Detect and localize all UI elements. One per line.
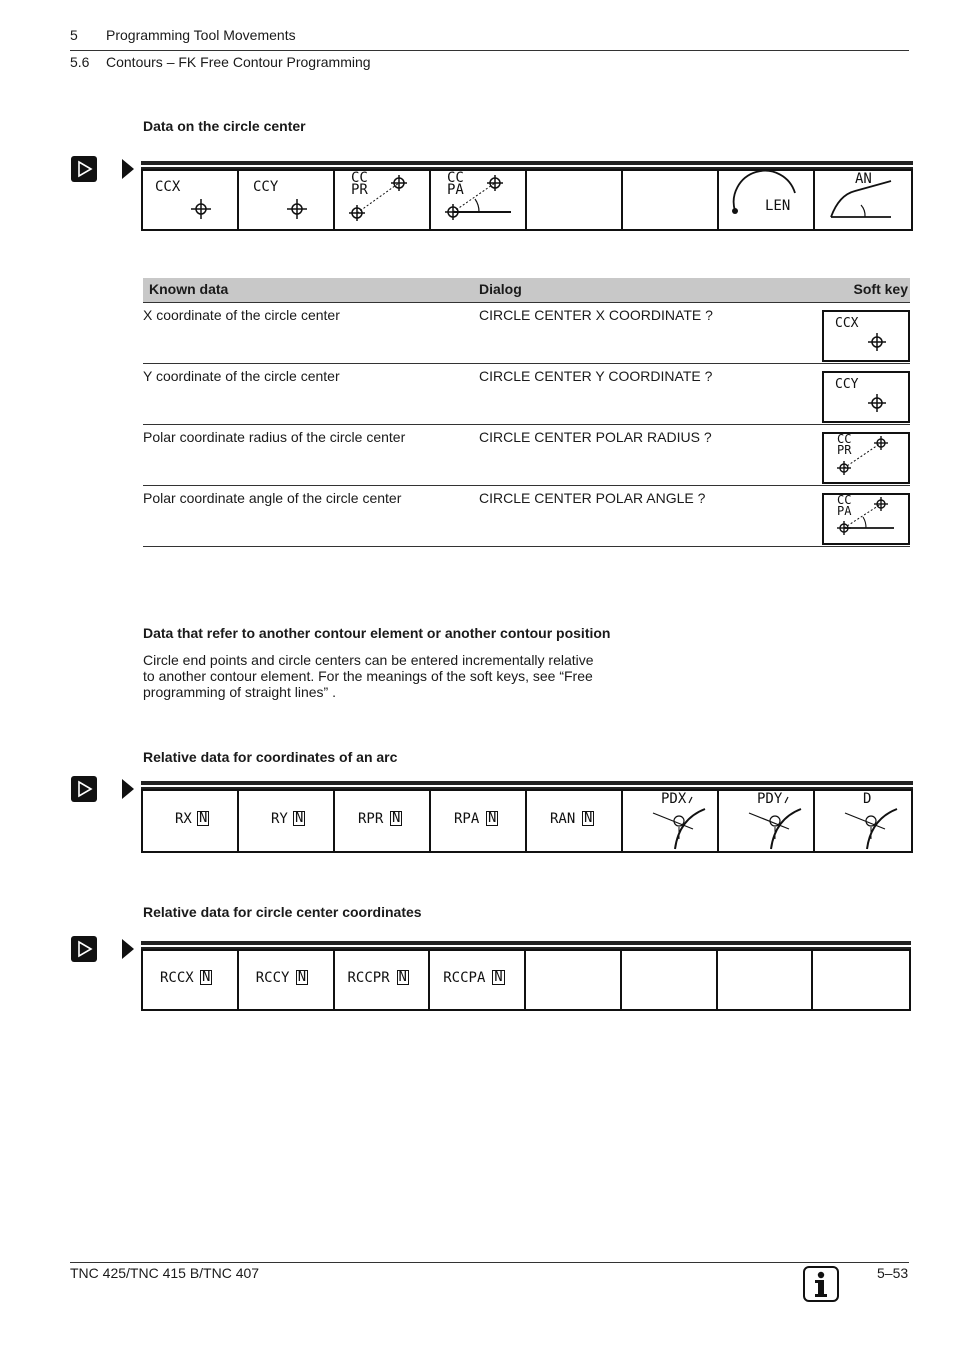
play-icon <box>71 936 97 962</box>
softkey-rpa[interactable]: RPA N <box>431 791 527 851</box>
arrow-right-icon <box>121 778 135 800</box>
chapter-title: Programming Tool Movements <box>106 27 296 43</box>
heading-arc-coordinates: Relative data for coordinates of an arc <box>143 749 398 765</box>
crosshair-icon <box>143 171 239 231</box>
col-known-data: Known data <box>149 281 229 297</box>
softkey-an[interactable]: AN <box>815 171 911 229</box>
heading-circle-center: Data on the circle center <box>143 118 306 134</box>
header-rule <box>70 50 909 51</box>
tangent-arc-icon <box>815 791 911 853</box>
softkey-cc-pr[interactable]: CC PR <box>335 171 431 229</box>
softkey-rccx[interactable]: RCCX N <box>143 951 239 1009</box>
softkey-d[interactable]: D <box>815 791 911 851</box>
softkey-bar-arc <box>141 781 913 853</box>
play-icon <box>71 776 97 802</box>
softkey-rccy[interactable]: RCCY N <box>239 951 335 1009</box>
heading-relative-data: Data that refer to another contour element or another contour position <box>143 625 611 641</box>
softkey-ran[interactable]: RAN N <box>527 791 623 851</box>
softkey-cc-pa[interactable]: CC PA <box>822 493 910 545</box>
section-number: 5.6 <box>70 54 90 70</box>
softkey-cc-pr[interactable]: CC PR <box>822 432 910 484</box>
tangent-arc-icon <box>719 791 815 853</box>
crosshair-icon <box>824 312 910 362</box>
arrow-right-icon <box>121 938 135 960</box>
arrow-right-icon <box>121 158 135 180</box>
section-title: Contours – FK Free Contour Programming <box>106 54 371 70</box>
polar-radius-icon <box>335 171 431 231</box>
crosshair-icon <box>239 171 335 231</box>
col-soft-key: Soft key <box>853 281 908 297</box>
softkey-bar-circle-center <box>141 161 913 233</box>
softkey-empty[interactable] <box>718 951 814 1009</box>
table-row: Y coordinate of the circle center CIRCLE CENTER Y COORDINATE ? CCY <box>143 363 910 425</box>
softkey-len[interactable]: LEN <box>719 171 815 229</box>
info-icon <box>803 1266 839 1302</box>
softkey-empty[interactable] <box>813 951 909 1009</box>
polar-radius-icon <box>824 434 910 484</box>
col-dialog: Dialog <box>479 281 522 297</box>
paragraph-relative: Circle end points and circle centers can be entered incrementally relative to another contour element. For the meanings of the soft keys, see “Free programming of straight lines” . <box>143 652 594 700</box>
page-number: 5–53 <box>877 1265 909 1281</box>
polar-angle-icon <box>431 171 527 231</box>
table-row: X coordinate of the circle center CIRCLE CENTER X COORDINATE ? CCX <box>143 302 910 364</box>
angle-icon <box>815 171 911 231</box>
softkey-ccy[interactable]: CCY <box>822 371 910 423</box>
heading-circle-center-coordinates: Relative data for circle center coordinates <box>143 904 422 920</box>
tangent-arc-icon <box>623 791 719 853</box>
softkey-rccpa[interactable]: RCCPA N <box>430 951 526 1009</box>
footer-models: TNC 425/TNC 415 B/TNC 407 <box>70 1265 260 1281</box>
softkey-ccx[interactable]: CCX <box>822 310 910 362</box>
softkey-empty[interactable] <box>527 171 623 229</box>
softkey-ccy[interactable]: CCY <box>239 171 335 229</box>
polar-angle-icon <box>824 495 910 545</box>
footer-rule <box>70 1262 909 1263</box>
crosshair-icon <box>824 373 910 423</box>
play-icon <box>71 156 97 182</box>
table-row: Polar coordinate angle of the circle center CIRCLE CENTER POLAR ANGLE ? CC PA <box>143 485 910 547</box>
table-header <box>143 278 910 302</box>
softkey-ccx[interactable]: CCX <box>143 171 239 229</box>
softkey-bar-circle-center-relative <box>141 941 911 1013</box>
softkey-ry[interactable]: RY N <box>239 791 335 851</box>
softkey-empty[interactable] <box>526 951 622 1009</box>
table-row: Polar coordinate radius of the circle center CIRCLE CENTER POLAR RADIUS ? CC PR <box>143 424 910 486</box>
softkey-empty[interactable] <box>622 951 718 1009</box>
softkey-rx[interactable]: RX N <box>143 791 239 851</box>
softkey-empty[interactable] <box>623 171 719 229</box>
softkey-rccpr[interactable]: RCCPR N <box>335 951 431 1009</box>
chapter-number: 5 <box>70 27 78 43</box>
softkey-cc-pa[interactable]: CC PA <box>431 171 527 229</box>
softkey-rpr[interactable]: RPR N <box>335 791 431 851</box>
softkey-pdx[interactable]: PDX <box>623 791 719 851</box>
arc-length-icon <box>719 171 815 231</box>
softkey-pdy[interactable]: PDY <box>719 791 815 851</box>
